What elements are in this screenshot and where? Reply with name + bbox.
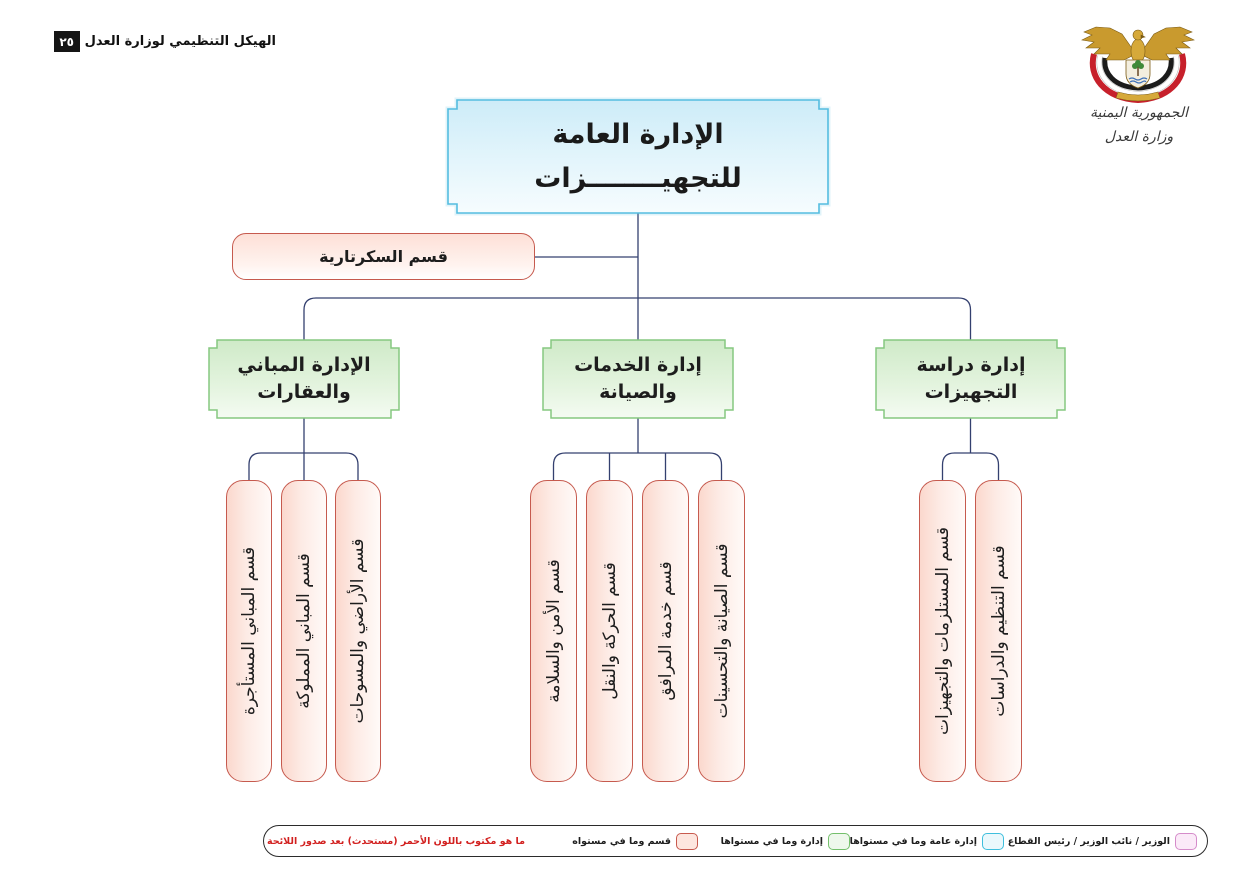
department-label-line1: الإدارة المباني: [237, 354, 371, 376]
department-label-line2: التجهيزات: [924, 381, 1018, 403]
legend-label: إدارة وما في مستواها: [720, 835, 823, 847]
legend: [263, 825, 1208, 857]
section-box: [586, 480, 633, 782]
emblem-country-text: الجمهورية اليمنية: [1089, 105, 1188, 121]
department-label: [876, 340, 1066, 418]
emblem-ministry-text: وزارة العدل: [1104, 129, 1174, 145]
section-label: قسم المستلزمات والتجهيزات: [932, 526, 953, 736]
secretary-label: قسم السكرتارية: [319, 247, 448, 266]
legend-item: [572, 826, 698, 856]
head-box-title-line1: الإدارة العامة: [552, 118, 724, 150]
legend-swatch: [1175, 833, 1197, 850]
legend-item: [850, 826, 1004, 856]
legend-label: الوزير / نائب الوزير / رئيس القطاع: [1007, 835, 1170, 847]
connector-departments-bar: [304, 298, 971, 340]
head-box-title-line2: للتجهيــــــــزات: [534, 162, 742, 194]
department-label: [543, 340, 733, 418]
section-label: قسم المباني المستأجرة: [239, 546, 259, 716]
department-label-line1: إدارة دراسة: [916, 354, 1026, 376]
head-box-label: [448, 100, 828, 213]
legend-swatch: [828, 833, 850, 850]
legend-swatch: [676, 833, 698, 850]
legend-item: [1008, 826, 1197, 856]
page-number-badge: ٢٥: [54, 31, 80, 52]
section-box: [919, 480, 966, 782]
legend-note: ما هو مكتوب باللون الأحمر (مستحدث) بعد صدور اللائحة: [267, 835, 525, 847]
yemen-emblem-icon: [1078, 24, 1198, 104]
emblem-caption: [1066, 101, 1212, 149]
section-box: [698, 480, 745, 782]
section-label: قسم الأمن والسلامة: [543, 559, 564, 703]
connector-right-bar: [943, 453, 999, 480]
eagle-body: [1131, 30, 1145, 63]
legend-label: إدارة عامة وما في مستواها: [849, 835, 977, 847]
department-label-line1: إدارة الخدمات: [574, 354, 702, 376]
legend-label: قسم وما في مستواه: [572, 835, 671, 847]
secretary-box: [232, 233, 535, 280]
section-label: قسم الأراضي والمسوحات: [348, 538, 368, 724]
emblem-shield: [1126, 60, 1150, 88]
page-header: [54, 31, 276, 52]
section-box: [335, 480, 381, 782]
section-box: [975, 480, 1022, 782]
section-label: قسم التنظيم والدراسات: [988, 545, 1009, 717]
connector-middle-bar: [554, 453, 722, 480]
department-label-line2: والعقارات: [257, 381, 351, 403]
section-label: قسم الحركة والنقل: [599, 562, 620, 700]
section-label: قسم خدمة المرافق: [655, 561, 676, 701]
department-label-line2: والصيانة: [599, 381, 677, 403]
section-box: [226, 480, 272, 782]
legend-item: [721, 826, 850, 856]
legend-swatch: [982, 833, 1004, 850]
section-box: [530, 480, 577, 782]
section-label: قسم الصيانة والتحسينات: [711, 543, 732, 719]
section-label: قسم المباني المملوكة: [294, 553, 314, 709]
department-label: [209, 340, 399, 418]
section-box: [281, 480, 327, 782]
page-title: الهيكل التنظيمي لوزارة العدل: [84, 34, 276, 49]
section-box: [642, 480, 689, 782]
